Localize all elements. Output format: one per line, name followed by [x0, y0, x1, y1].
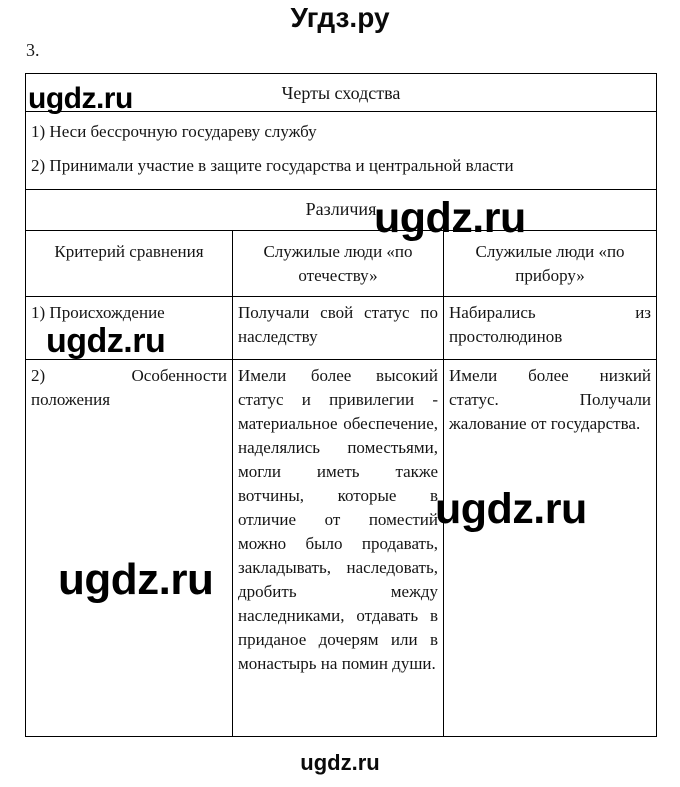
- similarity-item-2: 2) Принимали участие в защите государства и центральной власти: [31, 156, 514, 175]
- similarities-list-row: [26, 112, 657, 190]
- watermark-criterion-cell: ugdz.ru: [58, 555, 214, 604]
- similarities-header-cell: Черты сходства: [26, 74, 657, 112]
- similarities-list-cell: [26, 112, 657, 190]
- cell-position-criterion: 2) Особенности положения: [26, 360, 233, 737]
- differences-header-row: [26, 190, 657, 231]
- table-row-origin: [26, 297, 657, 360]
- footer-watermark: ugdz.ru: [300, 750, 380, 775]
- watermark-differences: ugdz.ru: [374, 194, 526, 242]
- similarity-item-1: 1) Неси бессрочную государеву службу: [31, 122, 317, 141]
- column-header-row: [26, 231, 657, 297]
- watermark-pribor-cell: ugdz.ru: [435, 485, 587, 533]
- site-title: Угдз.ру: [290, 2, 390, 33]
- cell-origin-criterion: 1) Происхождение: [26, 297, 233, 360]
- watermark-origin-cell: ugdz.ru: [46, 322, 166, 360]
- cell-position-pribor: Имели более низкий статус. Получали жалование от государства.: [444, 360, 657, 737]
- comparison-table: [25, 73, 657, 737]
- cell-position-otechestvo: Имели более высокий статус и привилегии - материальное обеспечение, наделялись поместьями, могли иметь также вотчины, которые в отличие от поместий можно было продавать, закладывать, наследовать, дробить между наследниками, отдавать в приданое дочерям или в монастырь на помин души.: [233, 360, 444, 737]
- column-header-pribor: Служилые люди «по прибору»: [444, 231, 657, 297]
- column-header-criterion: Критерий сравнения: [26, 231, 233, 297]
- differences-header-cell: Различия: [26, 190, 657, 231]
- cell-origin-otechestvo: Получали свой статус по наследству: [233, 297, 444, 360]
- column-header-otechestvo: Служилые люди «по отечеству»: [233, 231, 444, 297]
- table-row-position: [26, 360, 657, 737]
- exercise-number: 3.: [26, 40, 40, 60]
- cell-origin-pribor: Набирались из простолюдинов: [444, 297, 657, 360]
- similarities-header-row: [26, 74, 657, 112]
- watermark-similarities: ugdz.ru: [28, 82, 133, 115]
